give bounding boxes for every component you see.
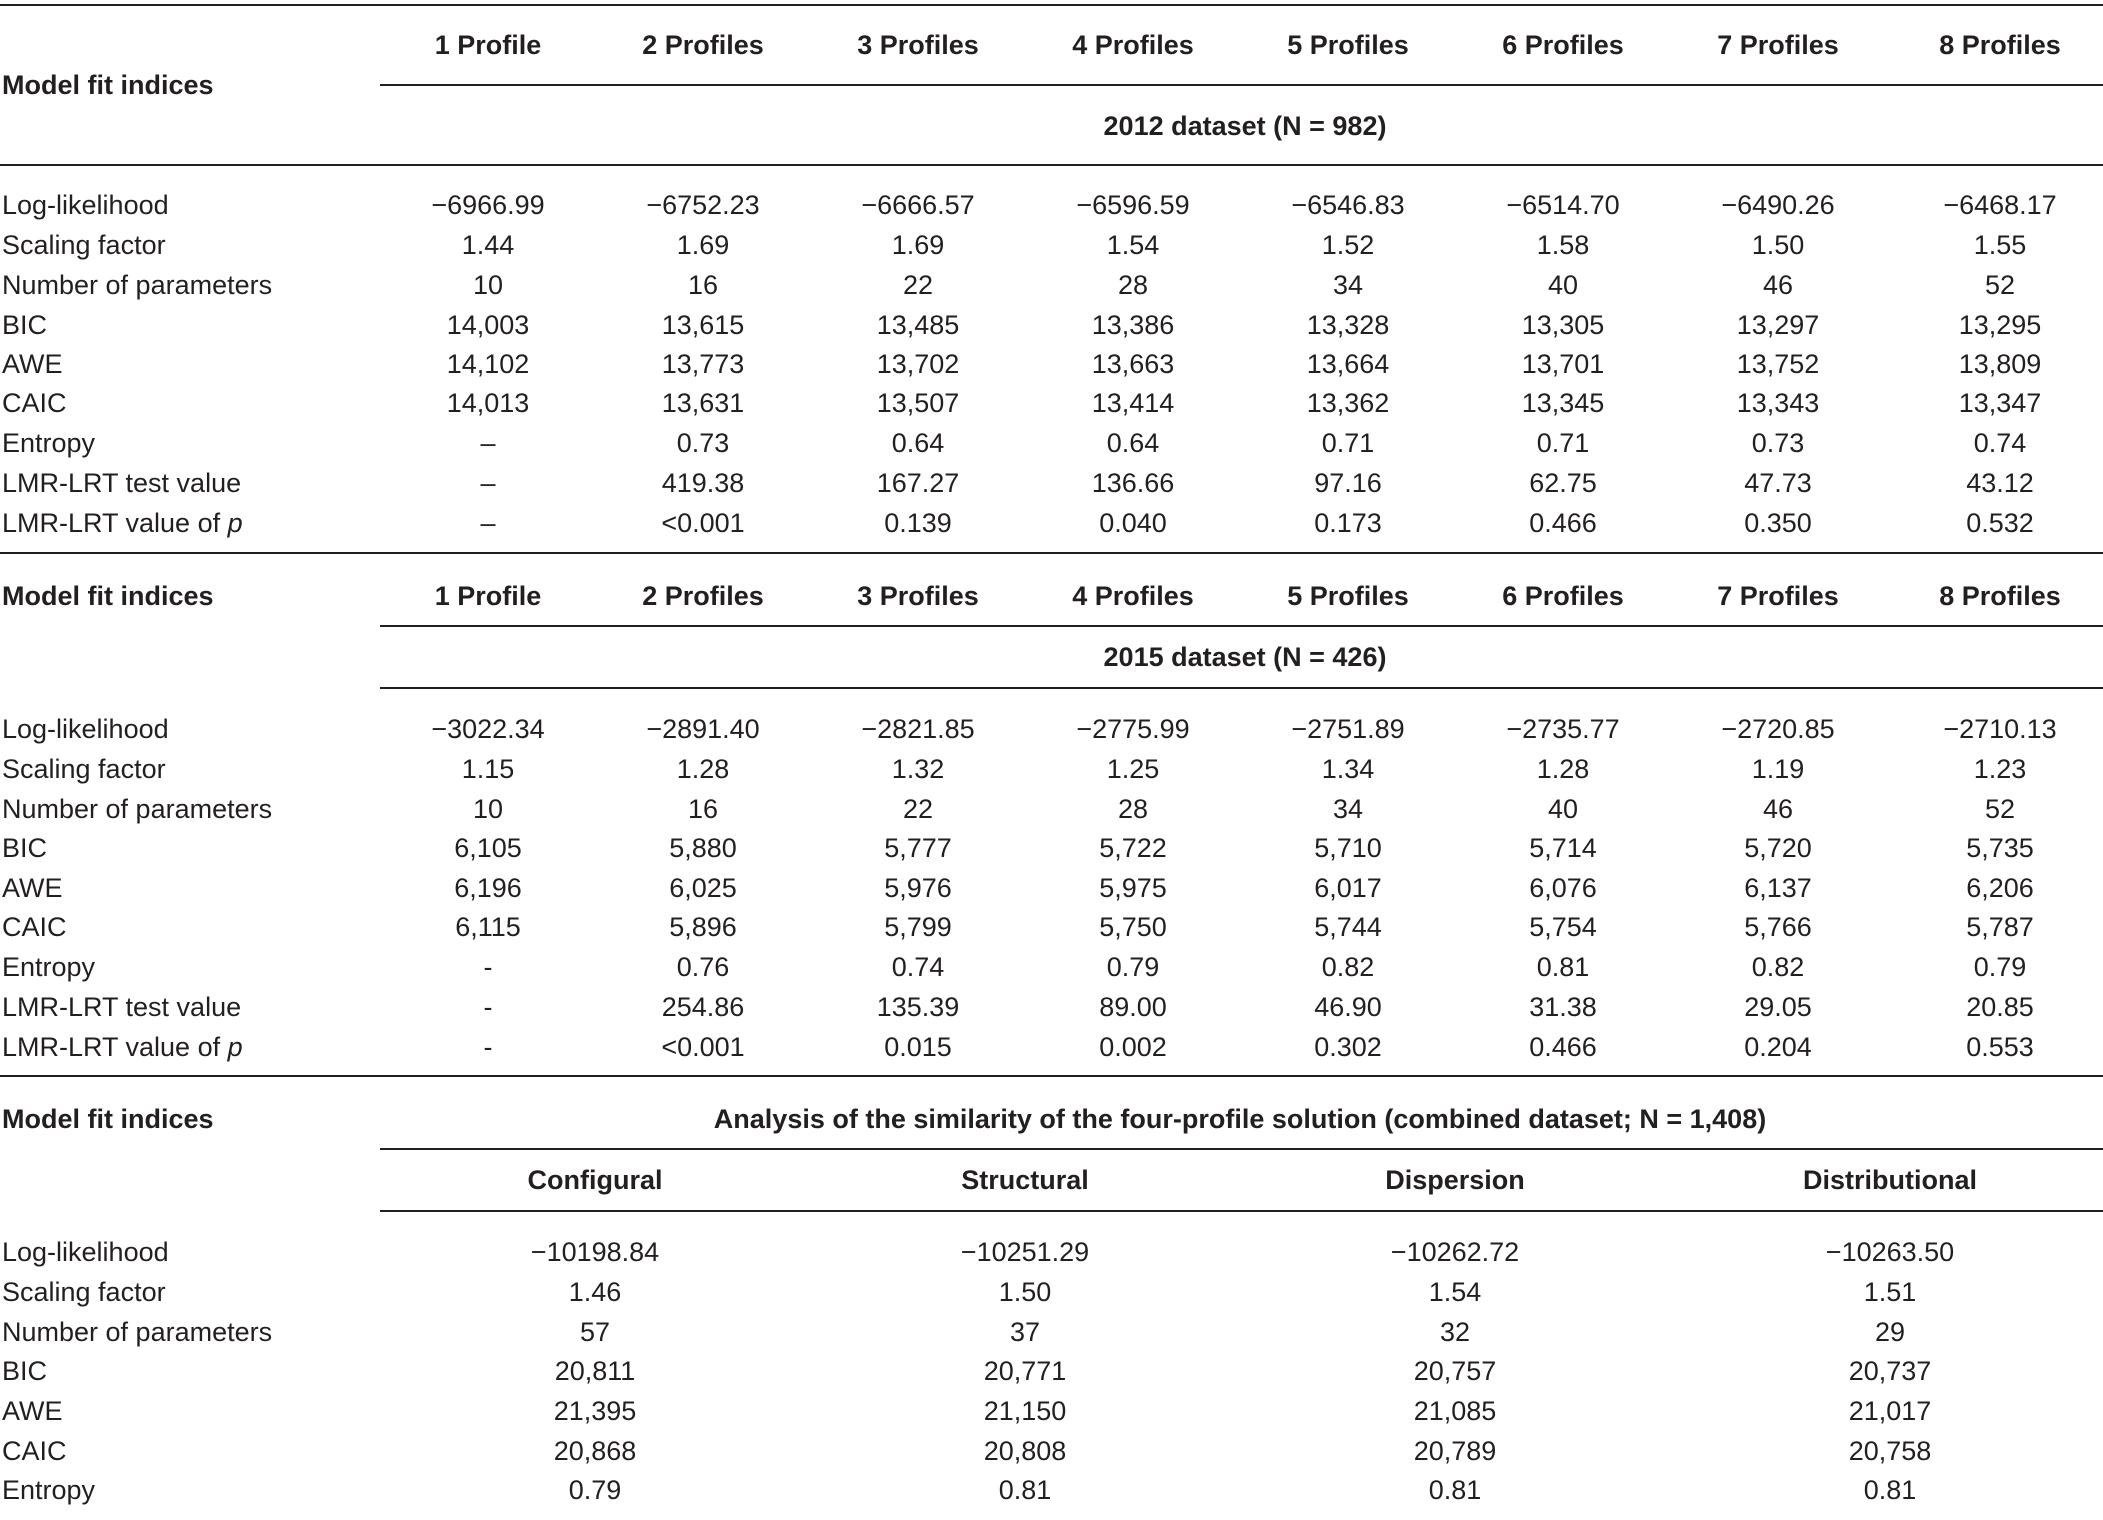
table-cell: 22 (902, 794, 934, 824)
table-cell: 29 (1874, 1317, 1906, 1347)
table-cell: 10 (472, 794, 504, 824)
table-cell: −10263.50 (1825, 1237, 1955, 1267)
table-cell: 1.44 (461, 230, 515, 260)
table-cell: 28 (1117, 270, 1149, 300)
section3-title-rule (380, 1148, 2103, 1150)
table-cell: 14,102 (446, 349, 530, 379)
table-cell: 5,896 (669, 912, 737, 942)
table-cell: - (483, 992, 493, 1022)
table-cell: – (480, 468, 496, 498)
table-cell: 0.040 (1099, 508, 1167, 538)
section1-top-rule (0, 4, 2103, 6)
table-cell: 46.90 (1314, 992, 1382, 1022)
table-cell: 1.51 (1863, 1277, 1917, 1307)
table-cell: 16 (687, 794, 719, 824)
section1-header-rule (380, 84, 2103, 86)
table-cell: −6514.70 (1506, 190, 1620, 220)
table-cell: 13,295 (1958, 310, 2042, 340)
table-cell: 1.69 (676, 230, 730, 260)
table-cell: 13,414 (1091, 388, 1175, 418)
table-cell: 1.25 (1106, 754, 1160, 784)
table-cell: 52 (1984, 270, 2016, 300)
table-cell: 20,868 (553, 1436, 637, 1466)
table-cell: 20,808 (983, 1436, 1067, 1466)
table-cell: −2821.85 (861, 714, 975, 744)
section1-subtitle: 2012 dataset (N = 982) (1103, 111, 1387, 141)
table-cell: 0.002 (1099, 1032, 1167, 1062)
row-label: LMR-LRT test value (2, 468, 242, 498)
table-cell: −2720.85 (1721, 714, 1835, 744)
table-cell: 1.54 (1106, 230, 1160, 260)
table-cell: 419.38 (661, 468, 745, 498)
table-cell: 40 (1547, 794, 1579, 824)
row-label: Entropy (2, 1475, 96, 1505)
table-cell: 32 (1439, 1317, 1471, 1347)
table-cell: −6666.57 (861, 190, 975, 220)
table-cell: 0.79 (1973, 952, 2027, 982)
table-cell: 5,975 (1099, 873, 1167, 903)
row-label: Log-likelihood (2, 714, 169, 744)
section2-subtitle-rule (380, 687, 2103, 689)
section3-header-rule (380, 1210, 2103, 1212)
table-cell: 37 (1009, 1317, 1041, 1347)
table-cell: 13,631 (661, 388, 745, 418)
column-header: 8 Profiles (1939, 30, 2061, 60)
table-cell: 0.015 (884, 1032, 952, 1062)
column-header: 5 Profiles (1287, 581, 1409, 611)
table-cell: 6,115 (455, 912, 521, 942)
table-cell: 20,771 (983, 1356, 1067, 1386)
table-cell: 0.82 (1751, 952, 1805, 982)
row-label: LMR-LRT value of p (2, 1032, 243, 1062)
table-cell: 0.71 (1536, 428, 1590, 458)
table-cell: 89.00 (1099, 992, 1167, 1022)
table-cell: - (483, 1032, 493, 1062)
table-cell: 5,714 (1529, 833, 1597, 863)
table-cell: 1.55 (1973, 230, 2027, 260)
table-cell: 5,720 (1744, 833, 1812, 863)
table-cell: 43.12 (1966, 468, 2034, 498)
table-cell: 1.50 (1751, 230, 1805, 260)
table-cell: 5,777 (884, 833, 952, 863)
row-label: BIC (2, 1356, 48, 1386)
column-header: 6 Profiles (1502, 581, 1624, 611)
table-cell: −6966.99 (431, 190, 545, 220)
table-cell: −2775.99 (1076, 714, 1190, 744)
table-cell: 0.553 (1966, 1032, 2034, 1062)
table-cell: 0.82 (1321, 952, 1375, 982)
table-cell: 20,758 (1848, 1436, 1932, 1466)
table-cell: 13,362 (1306, 388, 1390, 418)
column-header: Distributional (1803, 1165, 1977, 1195)
row-label: Entropy (2, 952, 96, 982)
column-header: 1 Profile (434, 581, 542, 611)
row-label: AWE (2, 1396, 63, 1426)
row-label: BIC (2, 833, 48, 863)
section2-subtitle: 2015 dataset (N = 426) (1103, 642, 1387, 672)
table-cell: 0.466 (1529, 1032, 1597, 1062)
table-cell: 6,025 (669, 873, 737, 903)
table-cell: 0.79 (568, 1475, 622, 1505)
row-label: Entropy (2, 428, 96, 458)
table-cell: 167.27 (876, 468, 960, 498)
table-cell: 14,013 (446, 388, 530, 418)
table-cell: −2891.40 (646, 714, 760, 744)
row-label: LMR-LRT value of p (2, 508, 243, 538)
p-symbol: p (227, 508, 243, 538)
table-cell: 13,701 (1521, 349, 1605, 379)
table-cell: 29.05 (1744, 992, 1812, 1022)
table-cell: 20,757 (1413, 1356, 1497, 1386)
table-cell: 0.302 (1314, 1032, 1382, 1062)
table-cell: 13,664 (1306, 349, 1390, 379)
column-header: 1 Profile (434, 30, 542, 60)
table-cell: 28 (1117, 794, 1149, 824)
table-cell: −2751.89 (1291, 714, 1405, 744)
table-cell: 0.466 (1529, 508, 1597, 538)
table-cell: – (480, 428, 496, 458)
table-cell: <0.001 (661, 508, 745, 538)
table-cell: 52 (1984, 794, 2016, 824)
table-cell: 1.50 (998, 1277, 1052, 1307)
table-cell: 13,773 (661, 349, 745, 379)
section2-top-rule (0, 552, 2103, 554)
table-cell: 0.74 (891, 952, 945, 982)
table-cell: 13,328 (1306, 310, 1390, 340)
row-label: CAIC (2, 1436, 67, 1466)
row-label: Number of parameters (2, 794, 273, 824)
row-label: Scaling factor (2, 1277, 166, 1307)
table-cell: 13,485 (876, 310, 960, 340)
table-cell: 136.66 (1091, 468, 1175, 498)
table-cell: 1.28 (676, 754, 730, 784)
table-cell: 46 (1762, 794, 1794, 824)
table-cell: −10251.29 (960, 1237, 1090, 1267)
row-label: AWE (2, 873, 63, 903)
table-cell: 20.85 (1966, 992, 2034, 1022)
section1-header-label: Model fit indices (2, 70, 214, 100)
table-cell: 21,150 (983, 1396, 1067, 1426)
table-cell: 0.81 (998, 1475, 1052, 1505)
table-cell: 0.64 (891, 428, 945, 458)
table-cell: 20,789 (1413, 1436, 1497, 1466)
column-header: 5 Profiles (1287, 30, 1409, 60)
table-cell: −10262.72 (1390, 1237, 1520, 1267)
table-cell: 1.52 (1321, 230, 1375, 260)
table-cell: −6596.59 (1076, 190, 1190, 220)
table-cell: 0.139 (884, 508, 952, 538)
table-cell: 31.38 (1529, 992, 1597, 1022)
column-header: Structural (961, 1165, 1089, 1195)
table-cell: −3022.34 (431, 714, 545, 744)
column-header: 4 Profiles (1072, 581, 1194, 611)
table-cell: 0.76 (676, 952, 730, 982)
table-cell: 1.69 (891, 230, 945, 260)
table-cell: 20,737 (1848, 1356, 1932, 1386)
table-cell: 5,976 (884, 873, 952, 903)
section1-subtitle-rule (0, 164, 2103, 166)
row-label: CAIC (2, 912, 67, 942)
table-cell: 5,766 (1744, 912, 1812, 942)
table-cell: 34 (1332, 794, 1364, 824)
row-label: LMR-LRT test value (2, 992, 242, 1022)
table-cell: 13,345 (1521, 388, 1605, 418)
column-header: 8 Profiles (1939, 581, 2061, 611)
table-cell: −6752.23 (646, 190, 760, 220)
section2-header-label: Model fit indices (2, 581, 214, 611)
table-cell: 6,206 (1966, 873, 2034, 903)
table-cell: - (483, 952, 493, 982)
row-label: CAIC (2, 388, 67, 418)
column-header: 3 Profiles (857, 30, 979, 60)
row-label: AWE (2, 349, 63, 379)
table-cell: 0.81 (1863, 1475, 1917, 1505)
table-cell: 0.73 (676, 428, 730, 458)
table-cell: 57 (579, 1317, 611, 1347)
table-cell: 13,809 (1958, 349, 2042, 379)
table-cell: 0.79 (1106, 952, 1160, 982)
table-cell: 1.54 (1428, 1277, 1482, 1307)
row-label: BIC (2, 310, 48, 340)
table-cell: 13,297 (1736, 310, 1820, 340)
column-header: 4 Profiles (1072, 30, 1194, 60)
table-cell: 5,735 (1966, 833, 2034, 863)
table-cell: −2710.13 (1943, 714, 2057, 744)
section2-header-rule (380, 625, 2103, 627)
column-header: 2 Profiles (642, 581, 764, 611)
row-label: Number of parameters (2, 270, 273, 300)
table-cell: 0.81 (1536, 952, 1590, 982)
table-cell: 21,395 (553, 1396, 637, 1426)
table-cell: 0.74 (1973, 428, 2027, 458)
table-cell: 0.173 (1314, 508, 1382, 538)
table-cell: 21,085 (1413, 1396, 1497, 1426)
section3-title: Analysis of the similarity of the four-profile solution (combined dataset; N = 1,408) (713, 1104, 1767, 1134)
section3-header-label: Model fit indices (2, 1104, 214, 1134)
table-cell: 0.73 (1751, 428, 1805, 458)
table-cell: 46 (1762, 270, 1794, 300)
table-cell: 1.32 (891, 754, 945, 784)
table-cell: 0.64 (1106, 428, 1160, 458)
table-cell: 6,017 (1314, 873, 1382, 903)
row-label: Scaling factor (2, 230, 166, 260)
section3-top-rule (0, 1075, 2103, 1077)
table-cell: 20,811 (554, 1356, 636, 1386)
table-cell: 5,744 (1314, 912, 1382, 942)
table-cell: 13,386 (1091, 310, 1175, 340)
table-cell: 13,305 (1521, 310, 1605, 340)
column-header: 6 Profiles (1502, 30, 1624, 60)
table-cell: 5,750 (1099, 912, 1167, 942)
table-cell: −2735.77 (1506, 714, 1620, 744)
table-cell: <0.001 (661, 1032, 745, 1062)
table-cell: 1.28 (1536, 754, 1590, 784)
table-cell: 254.86 (661, 992, 745, 1022)
column-header: 7 Profiles (1717, 30, 1839, 60)
table-cell: 6,076 (1529, 873, 1597, 903)
table-cell: 6,196 (454, 873, 522, 903)
table-cell: 22 (902, 270, 934, 300)
table-cell: 0.71 (1321, 428, 1375, 458)
column-header: 7 Profiles (1717, 581, 1839, 611)
table-cell: 62.75 (1529, 468, 1597, 498)
table-cell: 5,722 (1099, 833, 1167, 863)
table-cell: −10198.84 (530, 1237, 660, 1267)
table-cell: – (480, 508, 496, 538)
table-cell: −6490.26 (1721, 190, 1835, 220)
table-cell: 0.532 (1966, 508, 2034, 538)
table-cell: 5,754 (1529, 912, 1597, 942)
row-label: Log-likelihood (2, 1237, 169, 1267)
table-cell: 13,347 (1958, 388, 2042, 418)
table-cell: 0.81 (1428, 1475, 1482, 1505)
table-cell: 1.34 (1321, 754, 1375, 784)
table-cell: 6,137 (1744, 873, 1812, 903)
table-cell: 13,702 (876, 349, 960, 379)
table-cell: 40 (1547, 270, 1579, 300)
table-cell: 0.204 (1744, 1032, 1812, 1062)
column-header: 3 Profiles (857, 581, 979, 611)
column-header: 2 Profiles (642, 30, 764, 60)
table-cell: 97.16 (1314, 468, 1382, 498)
table-cell: 10 (472, 270, 504, 300)
table-cell: 1.19 (1751, 754, 1805, 784)
table-cell: 0.350 (1744, 508, 1812, 538)
table-cell: 13,615 (661, 310, 745, 340)
column-header: Dispersion (1385, 1165, 1525, 1195)
table-cell: 5,710 (1314, 833, 1382, 863)
table-cell: 16 (687, 270, 719, 300)
table-cell: 1.58 (1536, 230, 1590, 260)
table-cell: 21,017 (1848, 1396, 1932, 1426)
table-cell: −6546.83 (1291, 190, 1405, 220)
column-header: Configural (527, 1165, 663, 1195)
table-cell: 6,105 (454, 833, 522, 863)
row-label: Number of parameters (2, 1317, 273, 1347)
table-cell: 13,507 (876, 388, 960, 418)
table-cell: 5,880 (669, 833, 737, 863)
table-cell: 1.15 (461, 754, 515, 784)
row-label: Scaling factor (2, 754, 166, 784)
table-cell: −6468.17 (1943, 190, 2057, 220)
table-cell: 5,787 (1966, 912, 2034, 942)
table-cell: 13,752 (1736, 349, 1820, 379)
table-cell: 1.23 (1973, 754, 2027, 784)
table-cell: 13,343 (1736, 388, 1820, 418)
table-cell: 1.46 (568, 1277, 622, 1307)
p-symbol: p (227, 1032, 243, 1062)
table-cell: 14,003 (446, 310, 530, 340)
table-cell: 47.73 (1744, 468, 1812, 498)
table-cell: 135.39 (876, 992, 960, 1022)
table-cell: 13,663 (1091, 349, 1175, 379)
table-cell: 34 (1332, 270, 1364, 300)
row-label: Log-likelihood (2, 190, 169, 220)
table-cell: 5,799 (884, 912, 952, 942)
